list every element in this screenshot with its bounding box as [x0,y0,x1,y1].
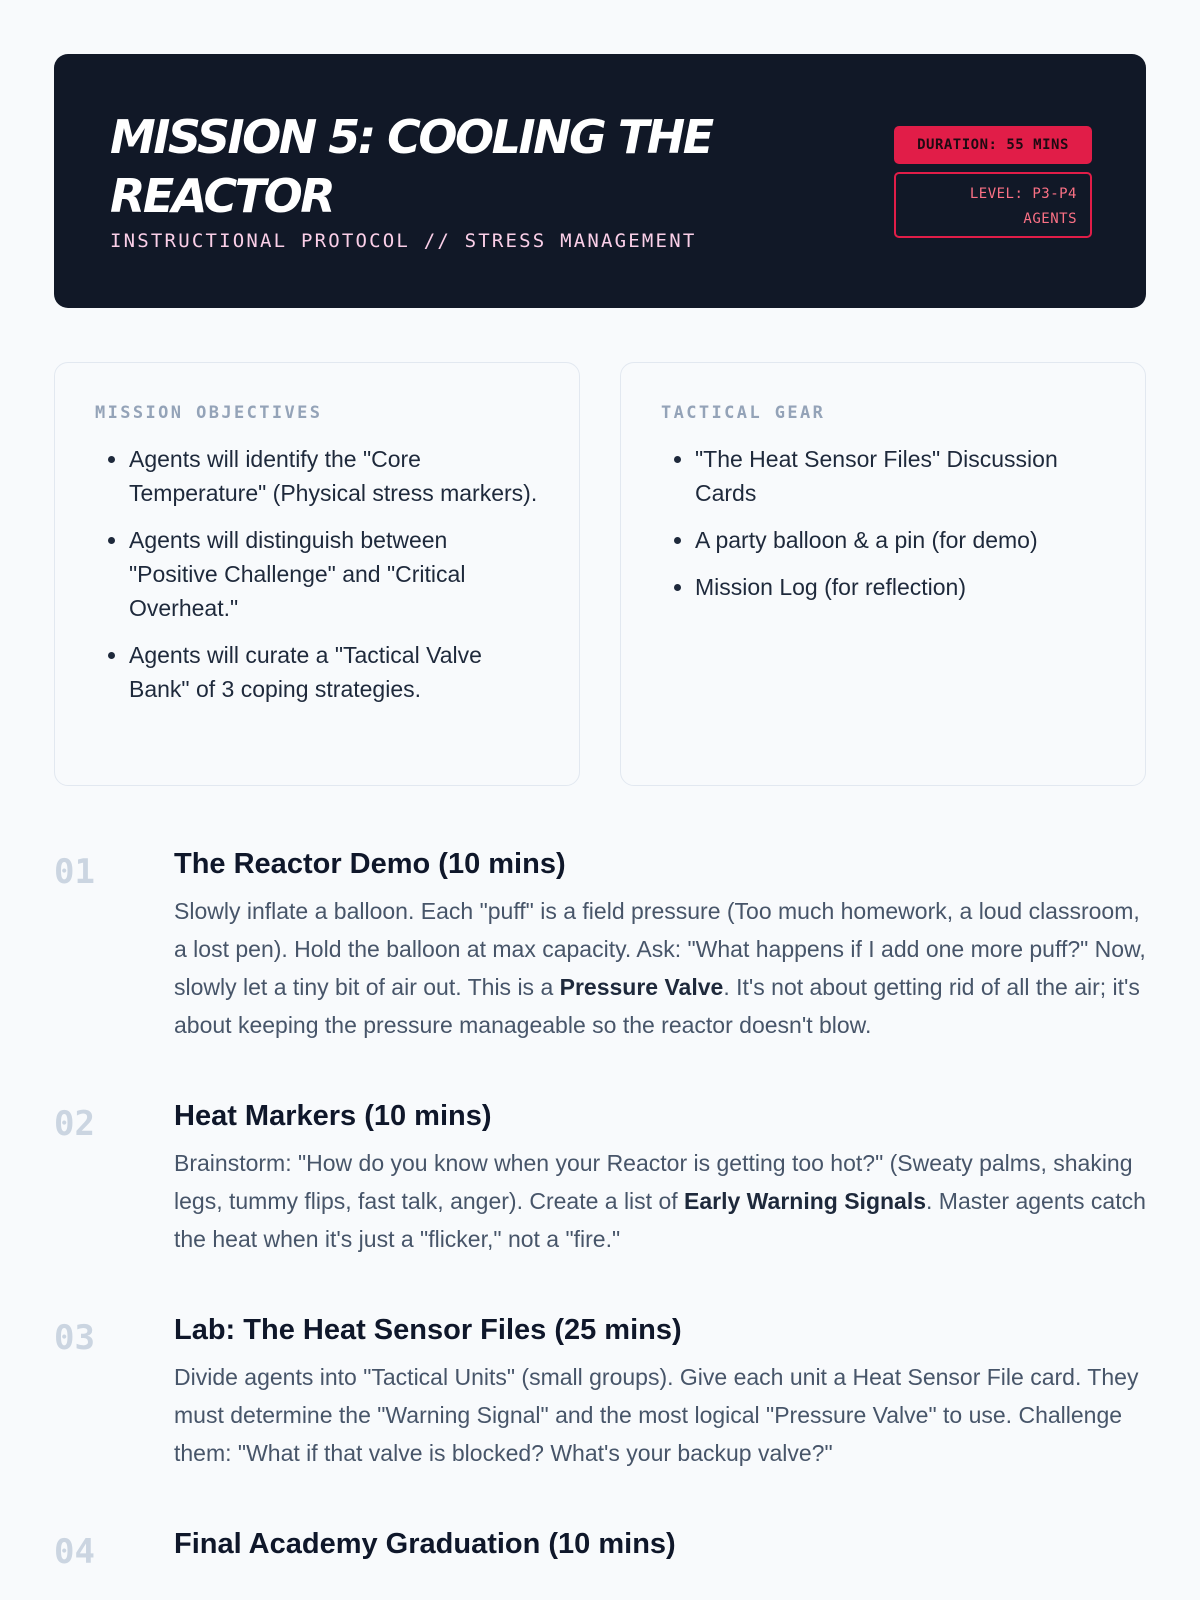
step-text-part: Divide agents into "Tactical Units" (small groups). Give each unit a Heat Sensor File card. They must determine the "Warning Signal" and the most logical "Pressure Valve" to use. Challenge them: "What if that valve is blocked? What's your backup valve?" [174,1364,1139,1466]
mission-badges [894,126,1092,238]
objectives-heading: MISSION OBJECTIVES [95,403,323,423]
mission-header [54,54,1146,308]
step-body [174,846,1146,1044]
step-text-emphasis: Pressure Valve [559,974,724,1000]
info-cards [54,362,1146,786]
lesson-step [54,1312,1146,1472]
duration-badge: DURATION: 55 MINS [894,126,1092,164]
step-description [174,1358,1146,1472]
step-text-part: . Master agents catch the heat when it's just a "flicker," not a "fire." [174,1188,1146,1252]
gear-heading: TACTICAL GEAR [661,403,826,423]
page-subtitle: INSTRUCTIONAL PROTOCOL // STRESS MANAGEMENT [110,230,697,252]
level-badge-line: LEVEL: P3-P4 [969,186,1077,202]
lesson-steps [54,846,1146,1572]
step-description [174,1144,1146,1258]
objective-item: • Agents will identify the "Core Temperature" (Physical stress markers). [129,442,539,510]
lesson-step [54,1098,1146,1258]
step-number: 03 [54,1318,95,1358]
objective-item: • Agents will distinguish between "Positive Challenge" and "Critical Overheat." [129,523,539,625]
step-body [174,1312,1146,1472]
step-text-emphasis: Early Warning Signals [684,1188,927,1214]
step-title: The Reactor Demo (10 mins) [174,848,566,880]
step-number: 01 [54,852,95,892]
level-badge-line: AGENTS [1023,211,1077,227]
step-title: Final Academy Graduation (10 mins) [174,1528,676,1560]
gear-item: • "The Heat Sensor Files" Discussion Cards [695,442,1105,510]
gear-list [661,442,1105,604]
gear-item: • A party balloon & a pin (for demo) [695,523,1105,557]
step-text-part: Brainstorm: "How do you know when your Reactor is getting too hot?" (Sweaty palms, shaking legs, tummy flips, fast talk, anger). Create a list of [174,1150,1133,1214]
lesson-step [54,846,1146,1044]
step-title: Lab: The Heat Sensor Files (25 mins) [174,1314,682,1346]
step-title: Heat Markers (10 mins) [174,1100,492,1132]
step-number: 02 [54,1104,95,1144]
page-title: MISSION 5: COOLING THE REACTOR [110,110,712,223]
objectives-card [54,362,580,786]
step-text-part: Slowly inflate a balloon. Each "puff" is a field pressure (Too much homework, a loud classroom, a lost pen). Hold the balloon at max capacity. Ask: "What happens if I add one more puff?" Now, slowly let a tiny bit of air out. This is a [174,898,1146,1000]
step-body [174,1526,1146,1572]
gear-card [620,362,1146,786]
level-badge [894,172,1092,238]
lesson-step [54,1526,1146,1572]
step-body [174,1098,1146,1258]
gear-item: • Mission Log (for reflection) [695,570,1105,604]
step-description [174,892,1146,1044]
step-text-part: . It's not about getting rid of all the air; it's about keeping the pressure manageable so the reactor doesn't blow. [174,974,1140,1038]
step-number: 04 [54,1532,95,1572]
objectives-list [95,442,539,706]
objective-item: • Agents will curate a "Tactical Valve Bank" of 3 coping strategies. [129,638,539,706]
